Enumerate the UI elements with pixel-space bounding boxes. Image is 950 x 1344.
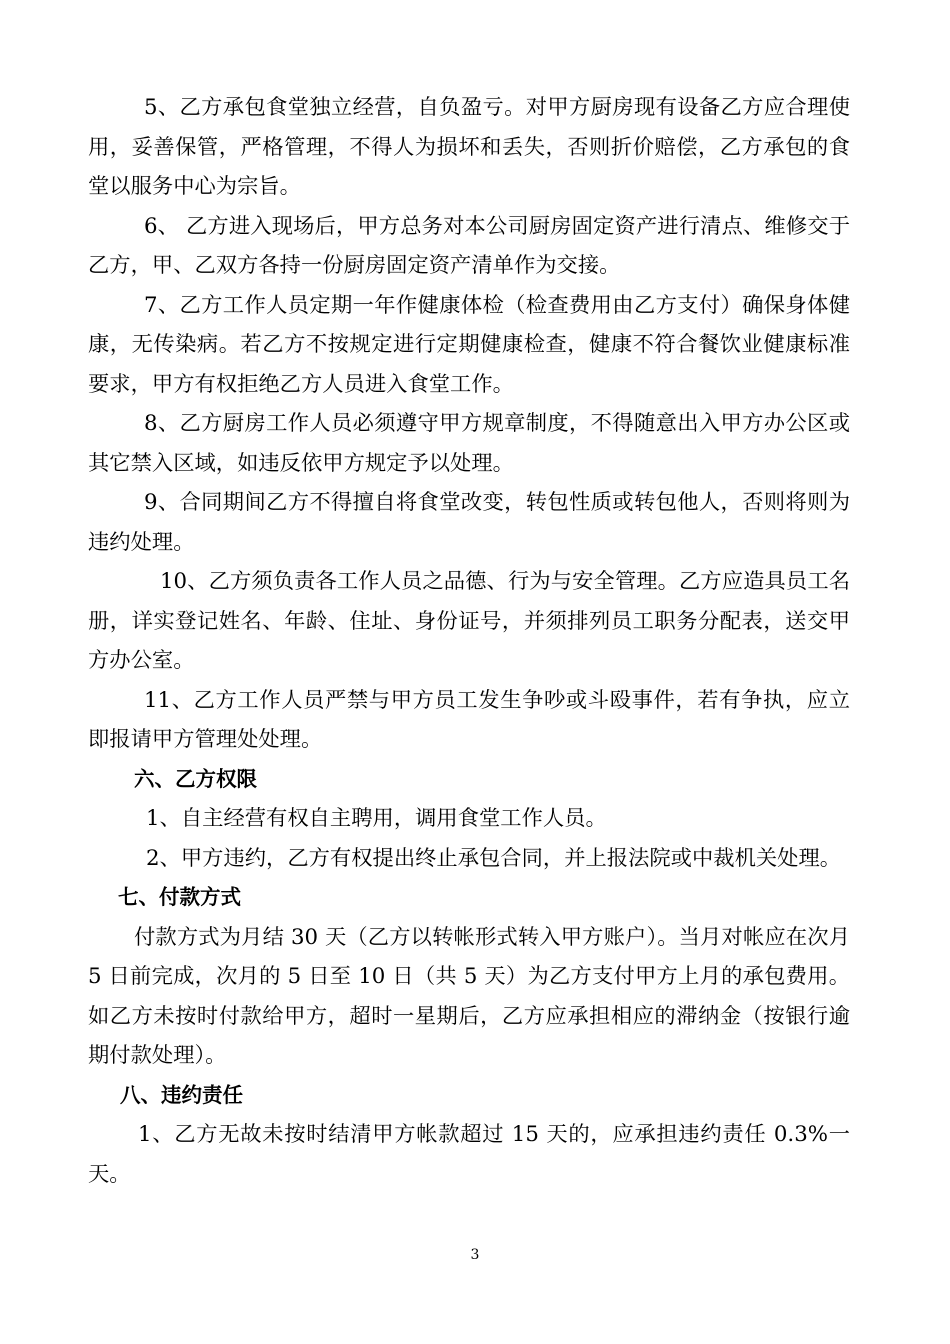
section-6-heading: 六、乙方权限: [134, 766, 257, 791]
clause-5: 5、乙方承包食堂独立经营，自负盈亏。对甲方厨房现有设备乙方应合理使用，妥善保管，严格管理，不得人为损坏和丢失，否则折价赔偿，乙方承包的食堂以服务中心为宗旨。: [88, 95, 850, 199]
section-7-text: 付款方式为月结 30 天（乙方以转帐形式转入甲方账户）。当月对帐应在次月 5 日前完成，次月的 5 日至 10 日（共 5 天）为乙方支付甲方上月的承包费用。如乙方未按时付款给甲方，超时一星期后，乙方应承担相应的滞纳金（按银行逾期付款处理）。: [88, 924, 850, 1068]
document-body: [88, 88, 850, 1194]
clause-10: 10、乙方须负责各工作人员之品德、行为与安全管理。乙方应造具员工名册，详实登记姓名、年龄、住址、身份证号，并须排列员工职务分配表，送交甲方办公室。: [88, 569, 850, 673]
clause-11: 11、乙方工作人员严禁与甲方员工发生争吵或斗殴事件，若有争执，应立即报请甲方管理处处理。: [88, 687, 850, 752]
section-7-heading: 七、付款方式: [118, 885, 241, 909]
section-8-item-1: 1、乙方无故未按时结清甲方帐款超过 15 天的，应承担违约责任 0.3%一天。: [88, 1122, 850, 1187]
clause-8: 8、乙方厨房工作人员必须遵守甲方规章制度，不得随意出入甲方办公区或其它禁入区域，如违反依甲方规定予以处理。: [88, 411, 850, 476]
clause-6: 6、 乙方进入现场后，甲方总务对本公司厨房固定资产进行清点、维修交于乙方，甲、乙双方各持一份厨房固定资产清单作为交接。: [88, 213, 850, 278]
clause-7: 7、乙方工作人员定期一年作健康体检（检查费用由乙方支付）确保身体健康，无传染病。若乙方不按规定进行定期健康检查，健康不符合餐饮业健康标准要求，甲方有权拒绝乙方人员进入食堂工作。: [88, 292, 850, 397]
section-8-heading: 八、违约责任: [120, 1082, 243, 1107]
clause-9: 9、合同期间乙方不得擅自将食堂改变，转包性质或转包他人，否则将则为违约处理。: [88, 490, 850, 555]
page-number: 3: [470, 1247, 480, 1263]
section-6-item-1: 1、自主经营有权自主聘用，调用食堂工作人员。: [146, 806, 607, 831]
section-6-item-2: 2、甲方违约，乙方有权提出终止承包合同，并上报法院或中裁机关处理。: [146, 845, 842, 871]
